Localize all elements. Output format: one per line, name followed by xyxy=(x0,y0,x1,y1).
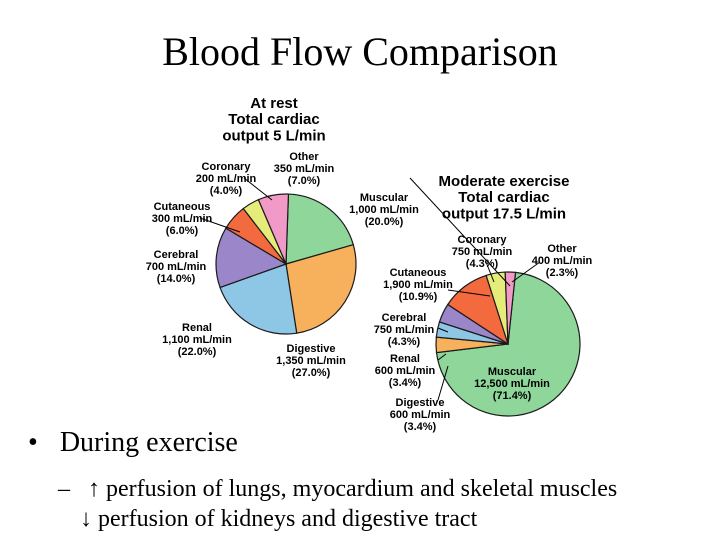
label-rest-other: Other 350 mL/min (7.0%) xyxy=(273,151,335,187)
pie-labels xyxy=(146,95,593,433)
label-rest-muscular: Muscular 1,000 mL/min (20.0%) xyxy=(349,192,419,228)
chart-title-exercise: Moderate exercise Total cardiac output 17.5 L/min xyxy=(438,173,570,223)
bullet-item xyxy=(28,426,238,460)
label-rest-cutaneous: Cutaneous 300 mL/min (6.0%) xyxy=(151,201,213,237)
slide-title: Blood Flow Comparison xyxy=(162,29,558,74)
bullet-text: During exercise xyxy=(59,427,238,458)
label-rest-cerebral: Cerebral 700 mL/min (14.0%) xyxy=(145,249,207,285)
label-ex-cutaneous: Cutaneous 1,900 mL/min (10.9%) xyxy=(383,267,453,303)
label-ex-renal: Renal 600 mL/min (3.4%) xyxy=(374,353,436,389)
up-arrow-icon: ↑ xyxy=(88,476,100,502)
subpoint-text: perfusion of kidneys and digestive tract xyxy=(98,506,478,532)
subpoint-text: perfusion of lungs, myocardium and skeletal muscles xyxy=(106,476,618,502)
subpoint-increase xyxy=(58,475,617,503)
label-ex-muscular: Muscular 12,500 mL/min (71.4%) xyxy=(474,366,550,402)
subpoint-dash: – xyxy=(58,476,70,502)
bullet-list xyxy=(28,426,238,460)
label-rest-coronary: Coronary 200 mL/min (4.0%) xyxy=(195,161,257,197)
down-arrow-icon: ↓ xyxy=(80,506,92,532)
pie-chart-rest xyxy=(216,194,356,334)
label-ex-digestive: Digestive 600 mL/min (3.4%) xyxy=(389,397,451,433)
label-ex-coronary: Coronary 750 mL/min (4.3%) xyxy=(451,234,513,270)
label-ex-other: Other 400 mL/min (2.3%) xyxy=(531,243,593,279)
subpoint-decrease xyxy=(80,505,477,533)
bullet-symbol: • xyxy=(28,427,38,458)
label-rest-digestive: Digestive 1,350 mL/min (27.0%) xyxy=(276,343,346,379)
chart-title-rest: At rest Total cardiac output 5 L/min xyxy=(222,95,326,145)
label-ex-cerebral: Cerebral 750 mL/min (4.3%) xyxy=(373,312,435,348)
label-rest-renal: Renal 1,100 mL/min (22.0%) xyxy=(162,322,232,358)
